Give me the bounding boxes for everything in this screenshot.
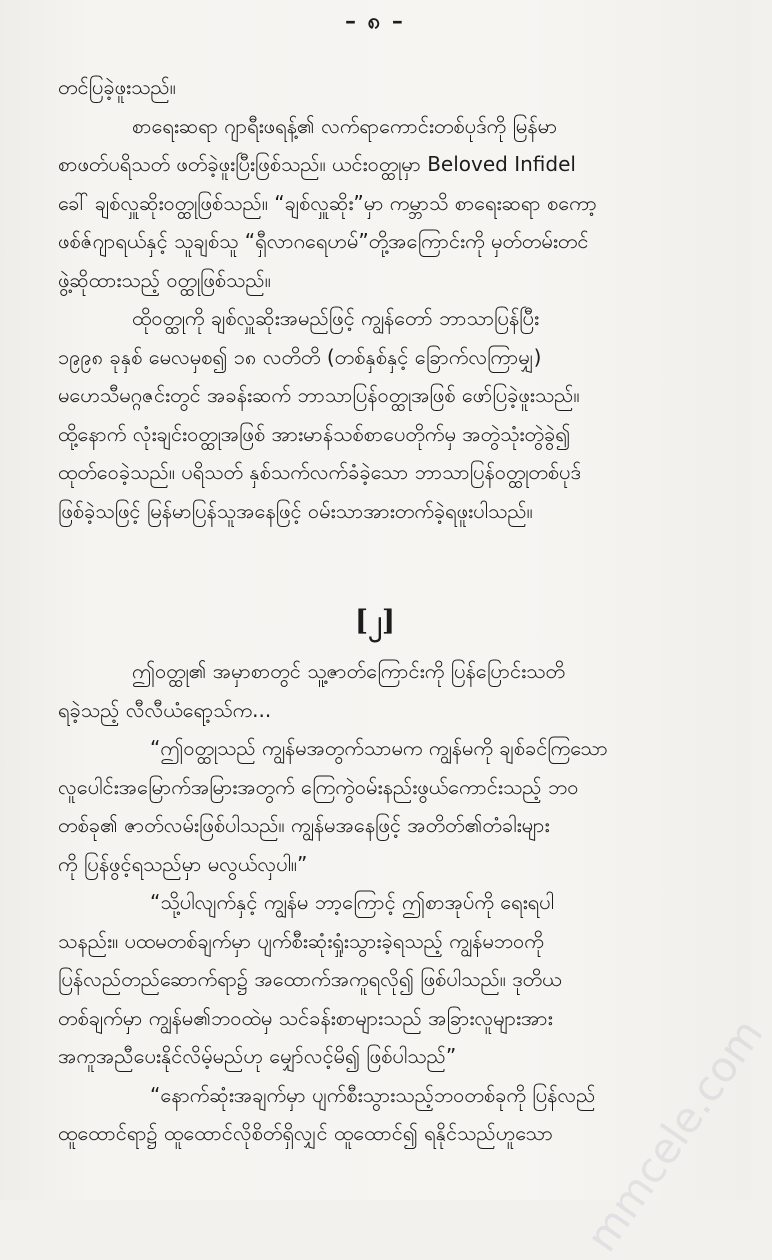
text-line: “ဤဝတ္ထုသည် ကျွန်မအတွက်သာမက ကျွန်မကို ချစ်ခင်ကြသော: [150, 736, 608, 760]
text-line: ၁၉၉၈ ခုနှစ် မေလမှစ၍ ၁၈ လတိတိ (တစ်နှစ်နှင့် ခြောက်လကြာမျှ): [58, 344, 542, 369]
text-line: ကို ပြန်ဖွင့်ရသည်မှာ မလွယ်လှပါ။”: [58, 851, 308, 876]
text-line: သနည်း။ ပထမတစ်ချက်မှာ ပျက်စီးဆုံးရှုံးသွားခဲ့ရသည့် ကျွန်မဘဝကို: [58, 928, 544, 953]
text-line: ဖြစ်ခဲ့သဖြင့် မြန်မာပြန်သူအနေဖြင့် ဝမ်းသာအားတက်ခဲ့ရဖူးပါသည်။: [58, 498, 533, 523]
text-line: ထူထောင်ရာ၌ ထူထောင်လိုစိတ်ရှိလျှင် ထူထောင်၍ ရနိုင်သည်ဟူသော: [58, 1121, 553, 1145]
text-line: ဤဝတ္ထု၏ အမှာစာတွင် သူ့ဇာတ်ကြောင်းကို ပြန်ပြောင်းသတိ: [132, 659, 565, 683]
text-line: ဖွဲ့ဆိုထားသည့် ဝတ္ထုဖြစ်သည်။: [58, 267, 271, 292]
text-line: ထို့နောက် လုံးချင်းဝတ္ထုအဖြစ် အားမာန်သစ်စာပေတိုက်မှ အတွဲသုံးတွဲခွဲ၍: [58, 421, 571, 446]
watermark: mmcele.com: [576, 1010, 772, 1260]
text-block-2: [58, 652, 712, 1153]
text-line: လူပေါင်းအမြောက်အမြားအတွက် ကြေကွဲဝမ်းနည်းဖွယ်ကောင်းသည့် ဘဝ: [58, 774, 579, 799]
text-line: မဟေသီမဂ္ဂဇင်းတွင် အခန်းဆက် ဘာသာပြန်ဝတ္ထုအဖြစ် ဖော်ပြခဲ့ဖူးသည်။: [58, 383, 580, 407]
text-line: တစ်ချက်မှာ ကျွန်မ၏ဘဝထဲမှ သင်ခန်းစာများသည် အခြားလူများအား: [58, 1005, 553, 1030]
text-line: ဖစ်ဇ်ဂျာရယ်နှင့် သူချစ်သူ “ရှီလာဂရေဟမ်”တို့အကြောင်းကို မှတ်တမ်းတင်: [58, 229, 589, 253]
page-number: – ၈ –: [345, 8, 405, 34]
text-line: တင်ပြခဲ့ဖူးသည်။: [58, 75, 176, 99]
text-line: ထုတ်ဝေခဲ့သည်။ ပရိသတ် နှစ်သက်လက်ခံခဲ့သော ဘာသာပြန်ဝတ္ထုတစ်ပုဒ်: [58, 460, 581, 484]
text-line: ပြန်လည်တည်ဆောက်ရာ၌ အထောက်အကူရလို၍ ဖြစ်ပါသည်။ ဒုတိယ: [58, 967, 562, 991]
text-line: ခေါ် ချစ်လှူဆိုးဝတ္ထုဖြစ်သည်။ “ချစ်လှူဆိုး”မှာ ကမ္ဘာသိ စာရေးဆရာ စကော့: [58, 190, 597, 215]
text-line: စာဖတ်ပရိသတ် ဖတ်ခဲ့ဖူးပြီးဖြစ်သည်။ ယင်းဝတ္ထုမှာ Beloved Infidel: [58, 152, 576, 176]
text-line: ရခဲ့သည့် လီလီယံရော့သ်က...: [58, 697, 272, 722]
text-line: ထိုဝတ္ထုကို ချစ်လှူဆိုးအမည်ဖြင့် ကျွန်တော် ဘာသာပြန်ပြီး: [132, 306, 540, 330]
text-line: တစ်ခု၏ ဇာတ်လမ်းဖြစ်ပါသည်။ ကျွန်မအနေဖြင့် အတိတ်၏တံခါးများ: [58, 813, 550, 837]
section-heading: [၂]: [354, 604, 396, 637]
text-line: “နောက်ဆုံးအချက်မှာ ပျက်စီးသွားသည့်ဘဝတစ်ခုကို ပြန်လည်: [150, 1082, 596, 1107]
text-line: “သို့ပါလျက်နှင့် ကျွန်မ ဘာ့ကြောင့် ဤစာအုပ်ကို ရေးရပါ: [150, 890, 555, 914]
text-block-1: [58, 68, 712, 530]
text-line: စာရေးဆရာ ဂျာရီးဖရန့်၏ လက်ရာကောင်းတစ်ပုဒ်ကို မြန်မာ: [132, 113, 558, 138]
text-line: အကူအညီပေးနိုင်လိမ့်မည်ဟု မျှော်လင့်မိ၍ ဖြစ်ပါသည်”: [58, 1044, 457, 1068]
